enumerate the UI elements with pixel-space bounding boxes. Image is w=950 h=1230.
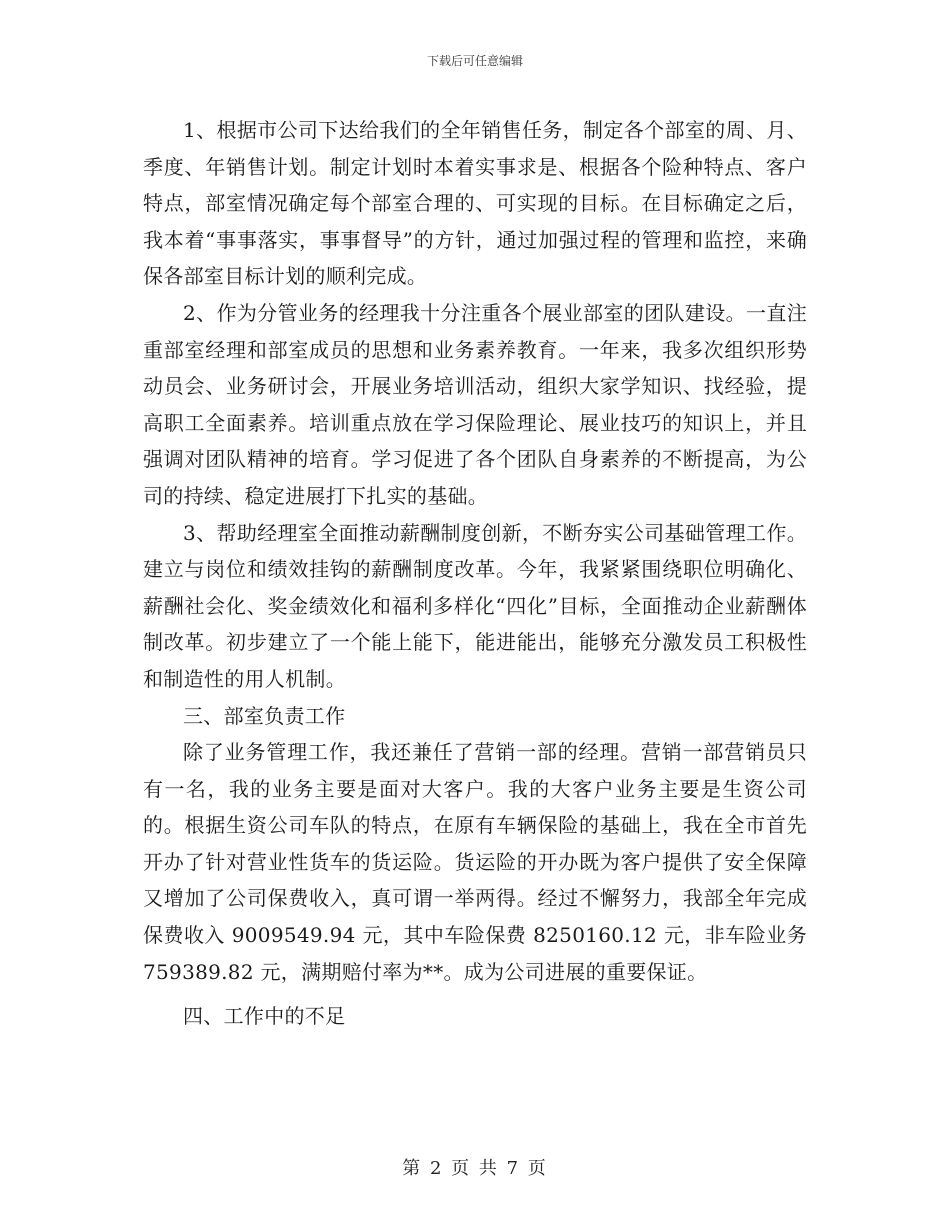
page-number: 第 2 页 共 7 页: [402, 1158, 548, 1179]
page-header: 下载后可任意编辑: [426, 54, 523, 68]
paragraph-3: 3、帮助经理室全面推动薪酬制度创新，不断夯实公司基础管理工作。建立与岗位和绩效挂钩的薪酬制度改革。今年，我紧紧围绕职位明确化、薪酬社会化、奖金绩效化和福利多样化“四化”目标，全面推动企业薪酬体制改革。初步建立了一个能上能下，能进能出，能够充分激发员工积极性和制造性的用人机制。: [143, 520, 807, 691]
paragraph-2: 2、作为分管业务的经理我十分注重各个展业部室的团队建设。一直注重部室经理和部室成员的思想和业务素养教育。一年来，我多次组织形势动员会、业务研讨会，开展业务培训活动，组织大家学知识、找经验，提高职工全面素养。培训重点放在学习保险理论、展业技巧的知识上，并且强调对团队精神的培育。学习促进了各个团队自身素养的不断提高，为公司的持续、稳定进展打下扎实的基础。: [143, 300, 807, 508]
section-heading-4: 四、工作中的不足: [183, 1004, 346, 1029]
document-body: [143, 112, 807, 1035]
section-heading-3: 三、部室负责工作: [183, 703, 346, 728]
paragraph-4: 除了业务管理工作，我还兼任了营销一部的经理。营销一部营销员只有一名，我的业务主要是面对大客户。我的大客户业务主要是生资公司的。根据生资公司车队的特点，在原有车辆保险的基础上，我在全市首先开办了针对营业性货车的货运险。货运险的开办既为客户提供了安全保障又增加了公司保费收入，真可谓一举两得。经过不懈努力，我部全年完成保费收入 9009549.94 元，其中车险保费 8250160.12 元，非车险业务 759389.82 元，满期赔付率为**。成为公司进展的重要保证。: [143, 740, 807, 984]
paragraph-1: 1、根据市公司下达给我们的全年销售任务，制定各个部室的周、月、季度、年销售计划。制定计划时本着实事求是、根据各个险种特点、客户特点，部室情况确定每个部室合理的、可实现的目标。在目标确定之后，我本着“事事落实，事事督导”的方针，通过加强过程的管理和监控，来确保各部室目标计划的顺利完成。: [143, 118, 807, 289]
